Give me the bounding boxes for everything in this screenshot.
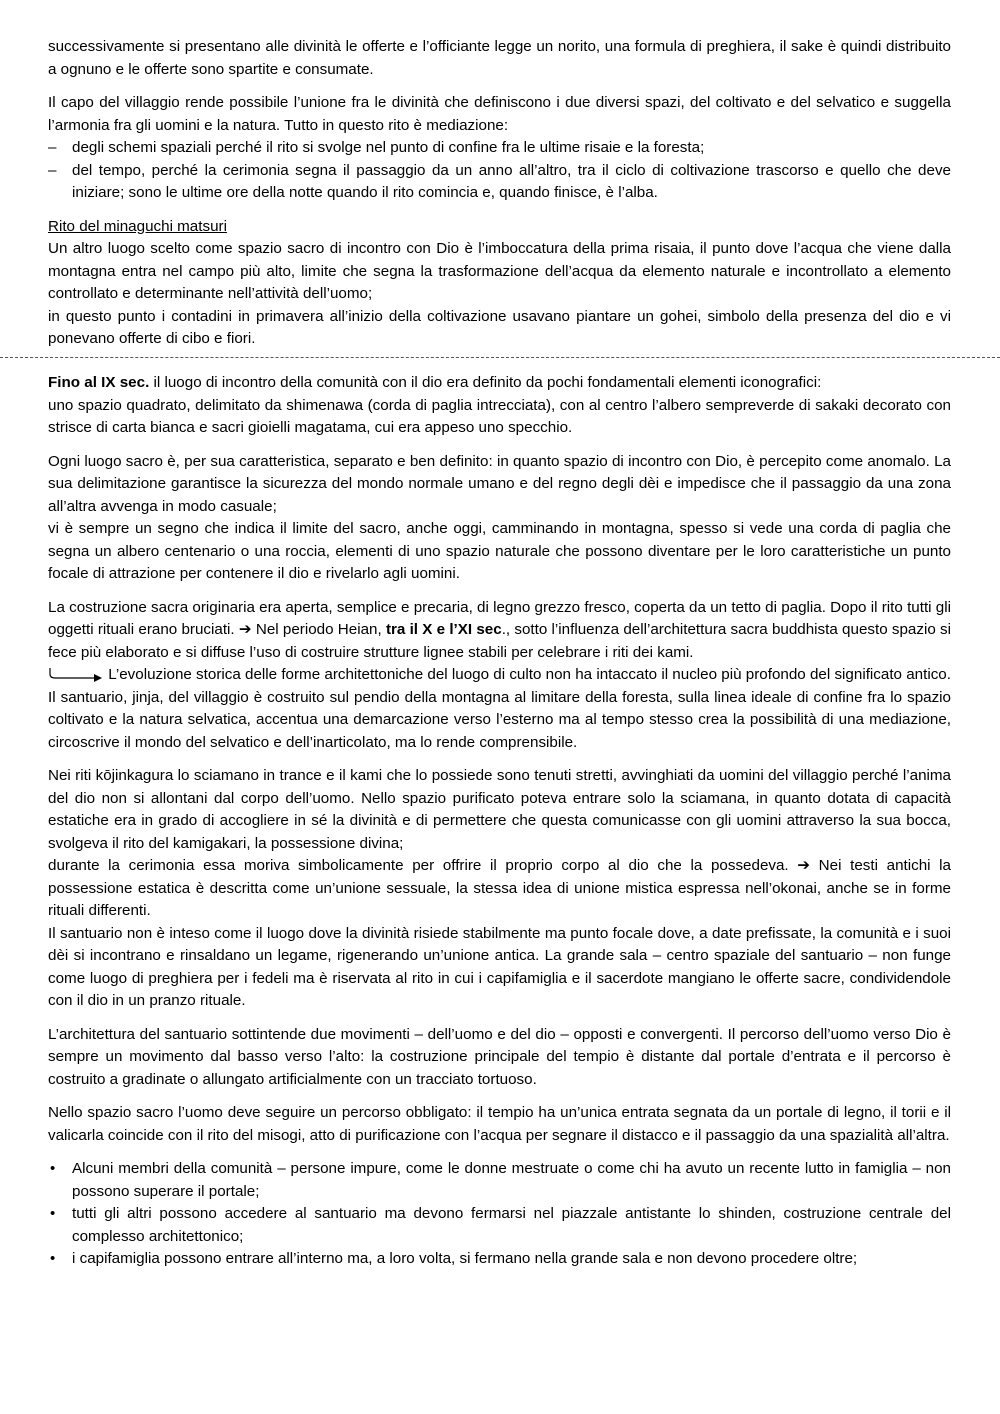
list-item: • Alcuni membri della comunità – persone impure, come le donne mestruate o come chi ha avuto un recente lutto in famiglia – non possono superare il portale; [48, 1158, 951, 1203]
bold-date: Fino al IX sec. [48, 374, 150, 391]
arrow-right-icon: ➔ [797, 857, 811, 874]
paragraph-sanctuary: Il santuario non è inteso come il luogo dove la divinità risiede stabilmente ma punto focale dove, a date prefissate, la comunità e i suoi dèi si incontrano e rinsaldano un legame, rigenerando un’unione antica. La grande sala – centro spaziale del santuario – non funge come luogo di preghiera per i fedeli ma è riservata al rito in cui i capifamiglia e il sacerdote mangiano le offerte sacre, condividendole con il dio in un pranzo rituale. [48, 924, 951, 1009]
section-heading-minaguchi: Rito del minaguchi matsuri [48, 217, 227, 235]
paragraph-village-head: Il capo del villaggio rende possibile l’unione fra le divinità che definiscono i due diversi spazi, del coltivato e del selvatico e suggella l’armonia fra gli uomini e la natura. Tutto in questo rito è mediazione: [48, 94, 951, 134]
hook-arrow-icon [48, 668, 104, 682]
list-item: – del tempo, perché la cerimonia segna il passaggio da un anno all’altro, tra il ciclo di coltivazione trascorso e quello che deve iniziare; sono le ultime ore della notte quando il rito comincia e, quando finisce, è l’alba. [48, 160, 951, 205]
bold-period: tra il X e l’XI sec [385, 621, 502, 638]
paragraph-rice-field: Un altro luogo scelto come spazio sacro di incontro con Dio è l’imboccatura della prima risaia, il punto dove l’acqua che viene dalla montagna entra nel campo più alto, limite che segna la trasformazione dell’acqua da elemento naturale e incontrollato a elemento controllato e determinante nell’attività dell’uomo; [48, 240, 951, 302]
paragraph-offerings: successivamente si presentano alle divinità le offerte e l’officiante legge un norito, una formula di preghiera, il sake è quindi distribuito a ognuno e le offerte sono spartite e consumate. [48, 38, 951, 78]
paragraph-path: Nello spazio sacro l’uomo deve seguire un percorso obbligato: il tempio ha un’unica entrata segnata da un portale di legno, il torii e il valicarla coincide con il rito del misogi, atto di purificazione con l’acqua per segnare il distacco e il passaggio da una spazialità all’altra. [48, 1104, 951, 1144]
paragraph-evolution: L’evoluzione storica delle forme architettoniche del luogo di culto non ha intaccato il nucleo più profondo del significato antico. Il santuario, jinja, del villaggio è costruito sul pendio della montagna al limitare della foresta, sulla linea ideale di confine fra lo spazio coltivato e la natura selvatica, accentua una demarcazione verso l’esterno ma al tempo stesso crea la possibilità di una mediazione, circoscrive il mondo del selvatico e dell’inarticolato, ma lo rende comprensibile. [48, 666, 951, 751]
paragraph-square-space: uno spazio quadrato, delimitato da shimenawa (corda di paglia intrecciata), con al centro l’albero sempreverde di sakaki decorato con strisce di carta bianca e sacri gioielli magatama, cui era appeso uno specchio. [48, 396, 951, 436]
paragraph-ninth-century: Fino al IX sec. il luogo di incontro della comunità con il dio era definito da pochi fondamentali elementi iconografici: [48, 374, 822, 391]
paragraph-architecture: L’architettura del santuario sottintende due movimenti – dell’uomo e del dio – opposti e convergenti. Il percorso dell’uomo verso Dio è sempre un movimento dal basso verso l’alto: la costruzione principale del tempio è distante dal portale d’entrata e il percorso è costruito a gradinate o allungato artificialmente con un tracciato tortuoso. [48, 1025, 951, 1088]
paragraph-gohei: in questo punto i contadini in primavera all’inizio della coltivazione usavano piantare un gohei, simbolo della presenza del dio e vi ponevano offerte di cibo e fiori. [48, 307, 951, 347]
paragraph-sign-limit: vi è sempre un segno che indica il limite del sacro, anche oggi, camminando in montagna, spesso si vede una corda di paglia che segna un albero centenario o una roccia, elementi di uno spazio naturale che possono diventare per le loro caratteristiche un punto focale di attrazione per contenere il dio e rivelarlo agli uomini. [48, 520, 951, 582]
dashed-separator [0, 357, 1000, 358]
paragraph-kojinkagura: Nei riti kōjinkagura lo sciamano in trance e il kami che lo possiede sono tenuti stretti, avvinghiati da uomini del villaggio perché l’anima del dio non si allontani dal corpo dell’uomo. Nello spazio purificato poteva entrare solo la sciamana, in quanto dotata di capacità estatiche era in grado di accogliere in sé la divinità e di permettere che questa comunicasse con gli uomini attraverso la sua bocca, svolgeva il rito del kamigakari, la possessione divina; [48, 767, 951, 852]
access-list [48, 1158, 951, 1271]
arrow-right-icon: ➔ [238, 621, 252, 638]
list-item: – degli schemi spaziali perché il rito si svolge nel punto di confine fra le ultime risaie e la foresta; [48, 137, 951, 160]
paragraph-sacred-place: Ogni luogo sacro è, per sua caratteristica, separato e ben definito: in quanto spazio di incontro con Dio, è percepito come anomalo. La sua delimitazione garantisce la sicurezza del mondo normale umano e del regno degli dèi e impedisce che il passaggio da una zona all’altra avvenga in modo casuale; [48, 452, 951, 515]
lower-section [48, 372, 951, 1271]
mediation-list [48, 137, 951, 205]
paragraph-ceremony: durante la cerimonia essa moriva simbolicamente per offrire il proprio corpo al dio che la possedeva. ➔ Nei testi antichi la possessione estatica è descritta come un’unione sessuale, la stessa idea di unione mistica espressa nell’okonai, anche se in forme rituali differenti. [48, 857, 951, 919]
upper-section [48, 36, 951, 362]
paragraph-original-construction: La costruzione sacra originaria era aperta, semplice e precaria, di legno grezzo fresco, coperta da un tetto di paglia. Dopo il rito tutti gli oggetti rituali erano bruciati. ➔ Nel periodo Heian, tra il X e l’XI sec., sotto l’influenza dell’architettura sacra buddhista questo spazio si fece più elaborato e si diffuse l’uso di costruire strutture lignee stabili per celebrare i riti dei kami. [48, 598, 951, 661]
list-item: • i capifamiglia possono entrare all’interno ma, a loro volta, si fermano nella grande sala e non devono procedere oltre; [48, 1248, 951, 1271]
list-item: • tutti gli altri possono accedere al santuario ma devono fermarsi nel piazzale antistante lo shinden, costruzione centrale del complesso architettonico; [48, 1203, 951, 1248]
